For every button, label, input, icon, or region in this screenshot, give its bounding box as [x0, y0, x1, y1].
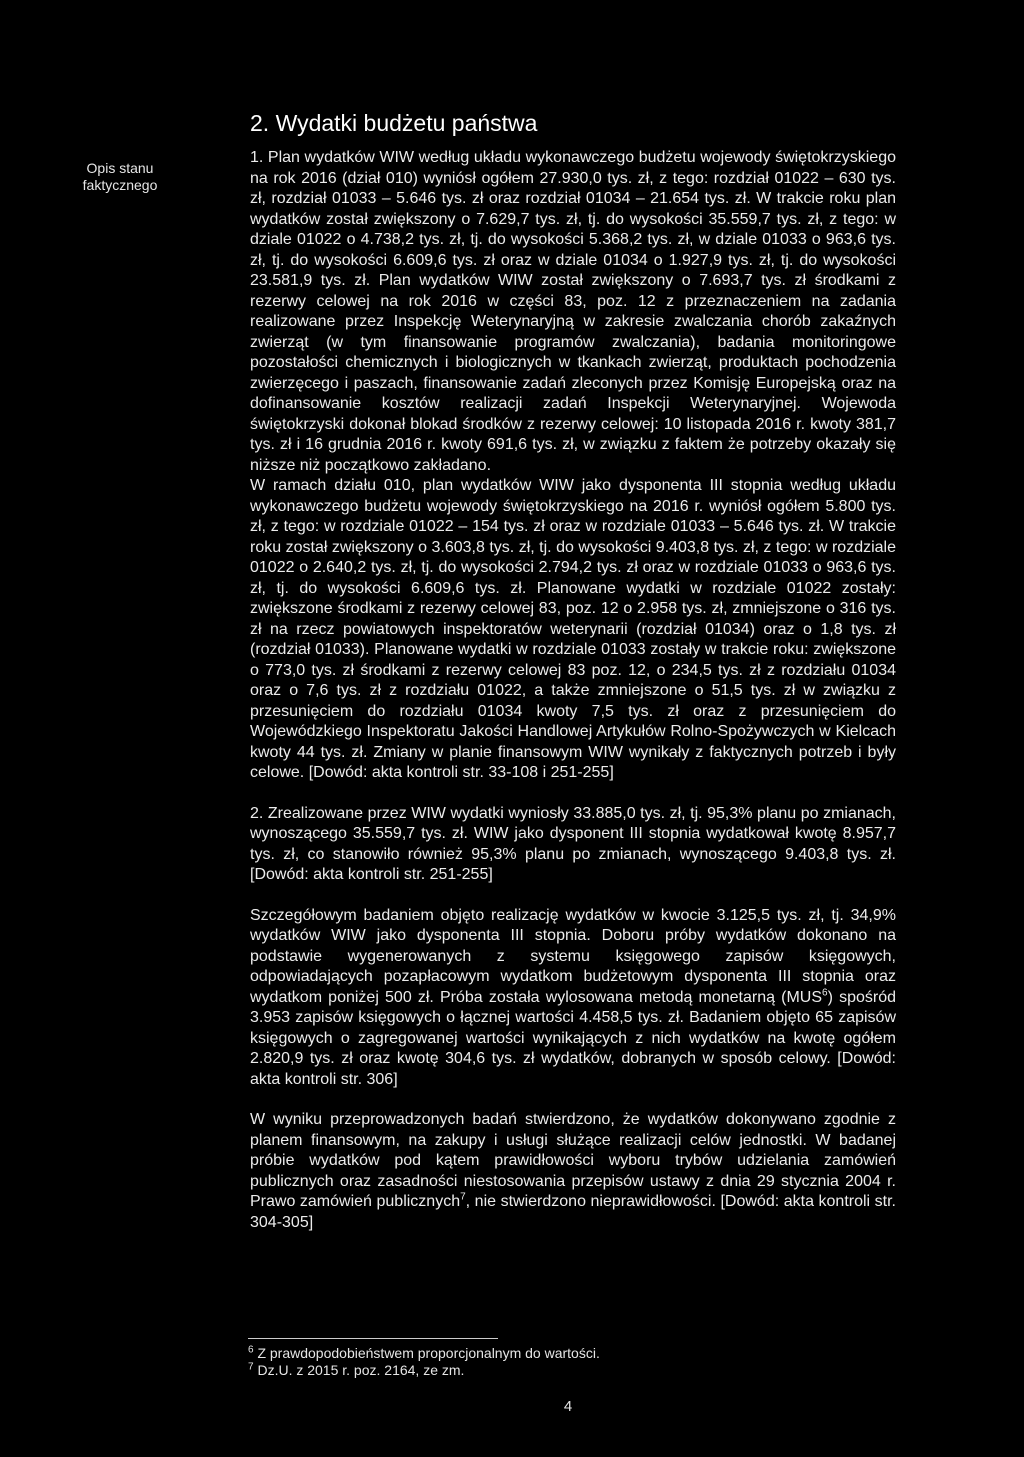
section-title: 2. Wydatki budżetu państwa	[250, 110, 538, 136]
paragraph-badanie-part-2: ) spośród 3.953 zapisów księgowych o łącznej wartości 4.458,5 tys. zł. Badaniem objęto 65 zapisów księgowych o zagregowanej wartości wynikających z nich wydatków na kwotę ogółem 2.820,9 tys. zł oraz kwotę 304,6 tys. zł wydatków, dobranych w sposób celowy. [Dowód: akta kontroli str. 306]	[250, 988, 897, 1088]
side-label	[20, 160, 220, 194]
footnote-7-number: 7	[248, 1361, 254, 1373]
document-body	[250, 148, 896, 1233]
page-number: 4	[563, 1398, 573, 1415]
footnotes	[248, 1338, 908, 1379]
paragraph-zrealizowane-wydatki: 2. Zrealizowane przez WIW wydatki wyniosły 33.885,0 tys. zł, tj. 95,3% planu po zmianach, wynoszącego 35.559,7 tys. zł. WIW jako dysponent III stopnia wydatkował kwotę 8.957,7 tys. zł, co stanowiło również 95,3% planu po zmianach, wynoszącego 9.403,8 tys. zł. [Dowód: akta kontroli str. 251-255]	[250, 804, 896, 883]
paragraph-plan-wydatkow: 1. Plan wydatków WIW według układu wykonawczego budżetu wojewody świętokrzyskiego na rok 2016 (dział 010) wyniósł ogółem 27.930,0 tys. zł, z tego: rozdział 01022 – 630 tys. zł, rozdział 01033 – 5.646 tys. zł oraz rozdział 01034 – 21.654 tys. zł. W trakcie roku plan wydatków został zwiększony o 7.629,7 tys. zł, tj. do wysokości 35.559,7 tys. zł, z tego: w dziale 01022 o 4.738,2 tys. zł, tj. do wysokości 5.368,2 tys. zł, w dziale 01033 o 963,6 tys. zł, tj. do wysokości 6.609,6 tys. zł oraz w dziale 01034 o 1.927,9 tys. zł, tj. do wysokości 23.581,9 tys. zł. Plan wydatków WIW został zwiększony o 7.693,7 tys. zł środkami z rezerwy celowej na rok 2016 w części 83, poz. 12 z przeznaczeniem na zadania realizowane przez Inspekcję Weterynaryjną w zakresie zwalczania chorób zakaźnych zwierząt (w tym finansowanie programów zwalczania), badania monitoringowe pozostałości chemicznych i biologicznych w tkankach zwierząt, produktach pochodzenia zwierzęcego i paszach, finansowanie zadań zleconych przez Komisję Europejską oraz na dofinansowanie kosztów realizacji zadań Inspekcji Weterynaryjnej. Wojewoda świętokrzyski dokonał blokad środków z rezerwy celowej: 10 listopada 2016 r. kwoty 381,7 tys. zł i 16 grudnia 2016 r. kwoty 691,6 tys. zł, w związku z faktem że potrzeby okazały się niższe niż początkowo zakładano.	[250, 149, 896, 474]
side-label-line-1: Opis stanu	[86, 160, 154, 176]
paragraph-badanie-part-1: Szczegółowym badaniem objęto realizację wydatków w kwocie 3.125,5 tys. zł, tj. 34,9% wydatków WIW jako dysponenta III stopnia. Doboru próby wydatków dokonano na podstawie wygenerowanych z systemu księgowego zapisów księgowych, odpowiadających pozapłacowym wydatkom budżetowym dysponenta III stopnia oraz wydatkom poniżej 500 zł. Próba została wylosowana metodą monetarną (MUS	[250, 906, 896, 1006]
footnote-6-text: Z prawdopodobieństwem proporcjonalnym do wartości.	[253, 1345, 600, 1361]
footnote-6	[248, 1345, 908, 1362]
paragraph-wyniki-part-2: , nie stwierdzono nieprawidłowości. [Dowód: akta kontroli str. 304-305]	[250, 1193, 897, 1231]
footnote-7-text: Dz.U. z 2015 r. poz. 2164, ze zm.	[253, 1362, 465, 1378]
paragraph-badanie-szczegolowe	[250, 906, 896, 1091]
paragraph-wyniki-badan	[250, 1110, 896, 1233]
side-label-line-2: faktycznego	[82, 177, 158, 193]
paragraph-dzial-010: W ramach działu 010, plan wydatków WIW jako dysponenta III stopnia według układu wykonawczego budżetu wojewody świętokrzyskiego na 2016 r. wyniósł ogółem 5.800 tys. zł, z tego: w rozdziale 01022 – 154 tys. zł oraz w rozdziale 01033 – 5.646 tys. zł. W trakcie roku został zwiększony o 3.603,8 tys. zł, tj. do wysokości 9.403,8 tys. zł, z tego: w rozdziale 01022 o 2.640,2 tys. zł, tj. do wysokości 2.794,2 tys. zł oraz w rozdziale 01033 o 963,6 tys. zł, tj. do wysokości 6.609,6 tys. zł. Planowane wydatki w rozdziale 01022 zostały: zwiększone środkami z rezerwy celowej 83, poz. 12 o 2.958 tys. zł, zmniejszone o 316 tys. zł na rzecz powiatowych inspektoratów weterynarii (rozdział 01034) oraz o 1,8 tys. zł (rozdział 01033). Planowane wydatki w rozdziale 01033 zostały w trakcie roku: zwiększone o 773,0 tys. zł środkami z rezerwy celowej 83 poz. 12, o 234,5 tys. zł z rozdziału 01034 oraz o 7,6 tys. zł z rozdziału 01022, a także zmniejszone o 51,5 tys. zł w związku z przesunięciem do rozdziału 01034 kwoty 7,5 tys. zł oraz z przesunięciem do Wojewódzkiego Inspektoratu Jakości Handlowej Artykułów Rolno-Spożywczych w Kielcach kwoty 44 tys. zł. Zmiany w planie finansowym WIW wynikały z faktycznych potrzeb i były celowe. [Dowód: akta kontroli str. 33-108 i 251-255]	[250, 477, 896, 781]
footnote-ref-6: 6	[822, 987, 828, 999]
paragraph-wyniki-part-1: W wyniku przeprowadzonych badań stwierdzono, że wydatków dokonywano zgodnie z planem finansowym, na zakupy i usługi służące realizacji celów jednostki. W badanej próbie wydatków pod kątem prawidłowości wyboru trybów udzielania zamówień publicznych oraz zasadności niestosowania przepisów ustawy z dnia 29 stycznia 2004 r. Prawo zamówień publicznych	[250, 1111, 896, 1210]
footnote-7	[248, 1362, 908, 1379]
footnote-6-number: 6	[248, 1344, 254, 1356]
footnote-divider	[248, 1338, 498, 1339]
footnote-ref-7: 7	[460, 1191, 466, 1203]
